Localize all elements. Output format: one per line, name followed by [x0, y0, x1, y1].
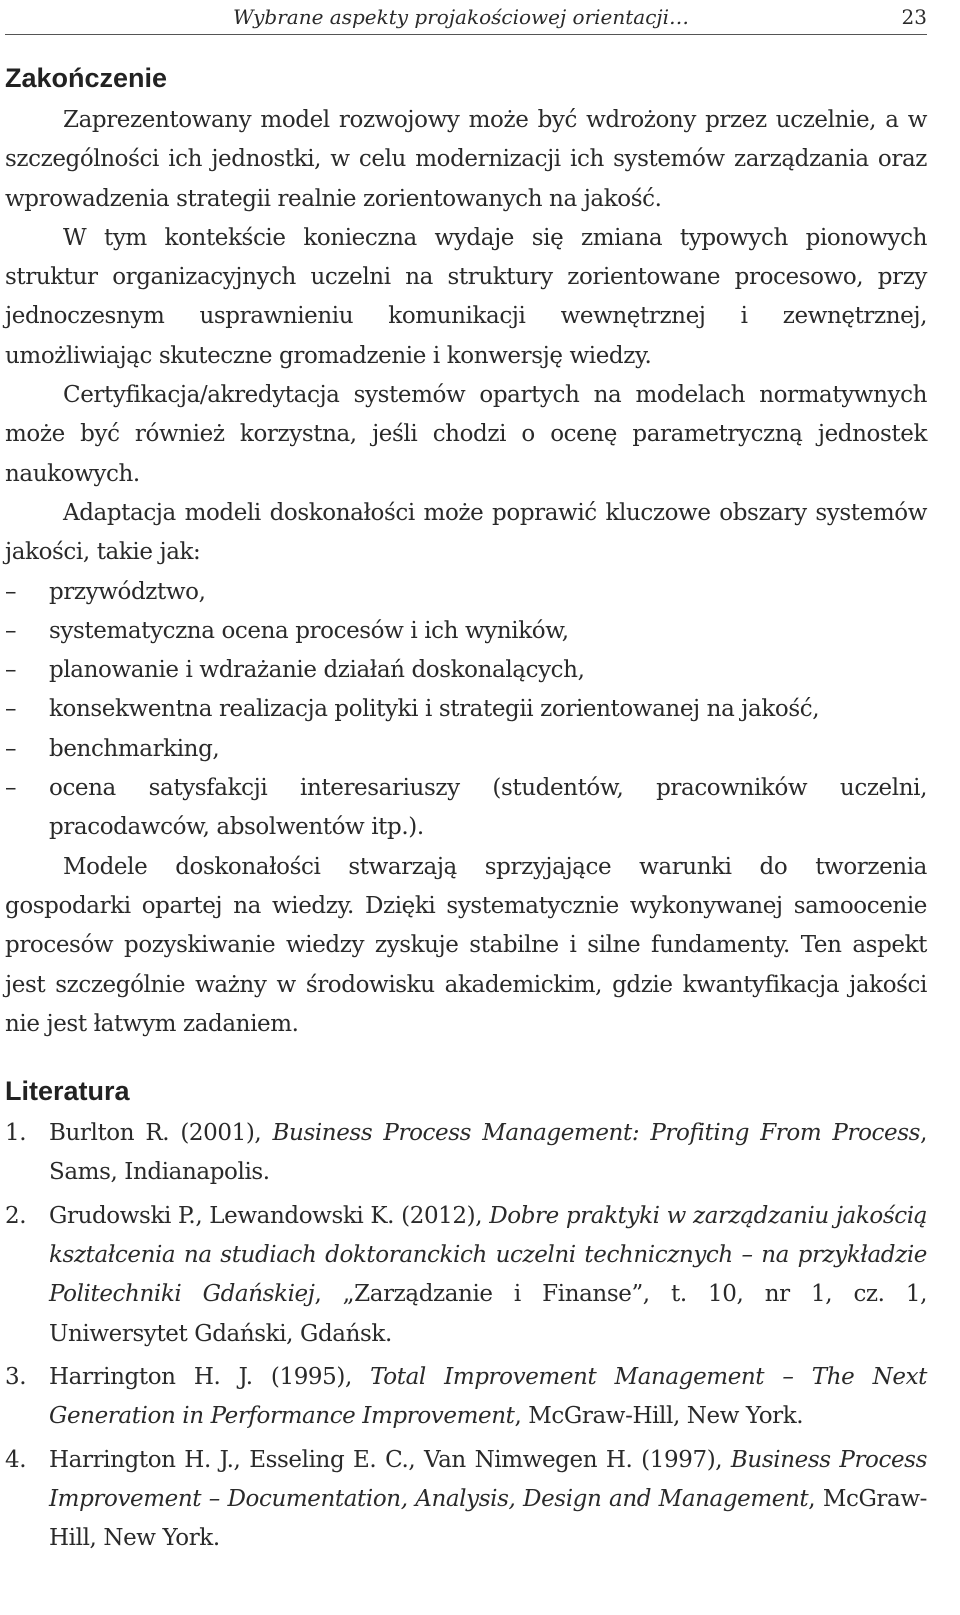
reference-authors: Harrington H. J., Esseling E. C., Van Nimwegen H. (1997), — [49, 1446, 731, 1473]
reference-title: Dobre praktyki w zarządzaniu jakością kształcenia na studiach doktoranckich uczelni technicznych – na przykładzie Politechniki Gdańskiej — [49, 1202, 928, 1308]
dash-marker: – — [5, 735, 17, 762]
reference-authors: Grudowski P., Lewandowski K. (2012), — [49, 1202, 490, 1229]
section-heading-literature: Literatura — [5, 1076, 130, 1107]
bullet-list — [5, 573, 927, 848]
reference-item — [5, 1441, 927, 1559]
dash-marker: – — [5, 657, 17, 684]
list-item: – planowanie i wdrażanie działań doskonalących, — [5, 651, 927, 690]
dash-marker: – — [5, 617, 17, 644]
list-item: – przywództwo, — [5, 573, 927, 612]
paragraph: Certyfikacja/akredytacja systemów opartych na modelach normatywnych może być również korzystna, jeśli chodzi o ocenę parametryczną jednostek naukowych. — [5, 382, 927, 487]
reference-title: Total Improvement Management – The Next Generation in Performance Improvement — [49, 1363, 927, 1430]
reference-item — [5, 1197, 927, 1354]
page-number: 23 — [901, 5, 927, 29]
reference-number: 4. — [5, 1446, 27, 1473]
list-item: – ocena satysfakcji interesariuszy (studentów, pracowników uczelni, pracodawców, absolwentów itp.). — [5, 769, 927, 848]
reference-number: 1. — [5, 1120, 27, 1147]
reference-publisher: , „Zarządzanie i Finanse”, t. 10, nr 1, cz. 1, Uniwersytet Gdański, Gdańsk. — [49, 1281, 927, 1347]
running-header-title: Wybrane aspekty projakościowej orientacji… — [233, 5, 689, 29]
reference-title: Business Process Management: Profiting From Process — [272, 1120, 921, 1147]
dash-marker: – — [5, 775, 17, 802]
list-item: – konsekwentna realizacja polityki i strategii zorientowanej na jakość, — [5, 690, 927, 729]
dash-marker: – — [5, 696, 17, 723]
paragraph: Zaprezentowany model rozwojowy może być wdrożony przez uczelnie, a w szczególności ich jednostki, w celu modernizacji ich systemów zarządzania oraz wprowadzenia strategii realnie zorientowanych na jakość. — [5, 107, 927, 212]
paragraph: Adaptacja modeli doskonałości może poprawić kluczowe obszary systemów jakości, takie jak: — [5, 499, 927, 566]
paragraph: Modele doskonałości stwarzają sprzyjające warunki do tworzenia gospodarki opartej na wiedzy. Dzięki systematycznie wykonywanej samoocenie procesów pozyskiwanie wiedzy zyskuje stabilne i silne fundamenty. Ten aspekt jest szczególnie ważny w środowisku akademickim, gdzie kwantyfikacja jakości nie jest łatwym zadaniem. — [5, 853, 927, 1037]
reference-publisher: , McGraw-Hill, New York. — [49, 1485, 927, 1552]
reference-publisher: , Sams, Indianapolis. — [49, 1120, 927, 1186]
document-page — [5, 0, 927, 1562]
reference-authors: Harrington H. J. (1995), — [49, 1363, 371, 1390]
reference-item — [5, 1114, 927, 1193]
list-item: – benchmarking, — [5, 730, 927, 769]
reference-list — [5, 1114, 927, 1558]
reference-item — [5, 1358, 927, 1437]
reference-number: 2. — [5, 1202, 27, 1229]
reference-title: Business Process Improvement – Documentation, Analysis, Design and Management — [49, 1446, 927, 1512]
section-heading-conclusion: Zakończenie — [5, 63, 168, 93]
dash-marker: – — [5, 578, 17, 605]
reference-publisher: , McGraw-Hill, New York. — [514, 1403, 804, 1430]
reference-number: 3. — [5, 1363, 27, 1390]
list-item: – systematyczna ocena procesów i ich wyników, — [5, 612, 927, 651]
paragraph: W tym kontekście konieczna wydaje się zmiana typowych pionowych struktur organizacyjnych uczelni na struktury zorientowane procesowo, przy jednoczesnym usprawnieniu komunikacji wewnętrznej i zewnętrznej, umożliwiając skuteczne gromadzenie i konwersję wiedzy. — [5, 224, 927, 369]
running-header — [5, 0, 927, 35]
reference-authors: Burlton R. (2001), — [49, 1120, 273, 1147]
